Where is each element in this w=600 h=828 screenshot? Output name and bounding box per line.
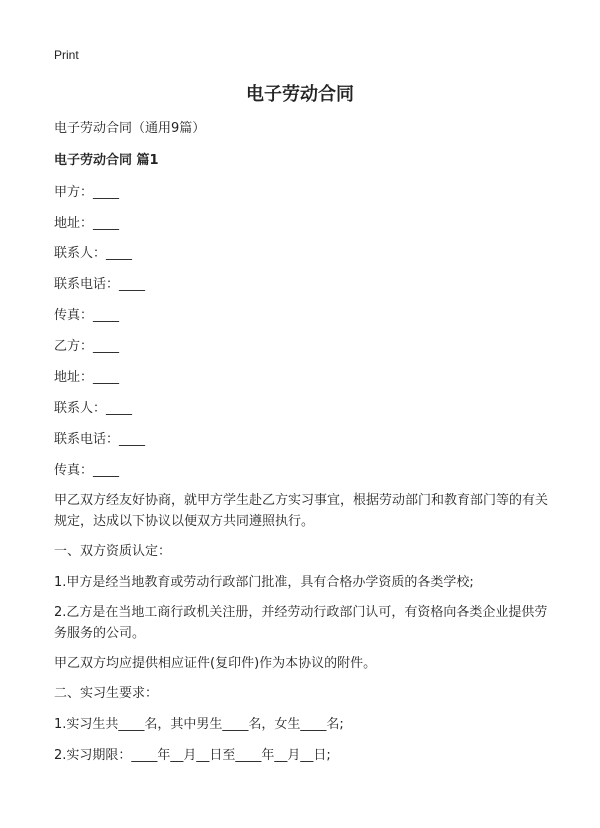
paragraph: 2.乙方是在当地工商行政机关注册，并经劳动行政部门认可，有资格向各类企业提供劳务服务的公司。: [54, 605, 548, 641]
party-field: 乙方：____: [54, 339, 120, 354]
party-field: 传真：____: [54, 308, 120, 323]
party-field: 联系电话：____: [54, 277, 146, 292]
paragraph: 二、实习生要求：: [54, 686, 159, 701]
paragraph: 一、双方资质认定：: [54, 544, 172, 559]
paragraph: 2.实习期限：____年__月__日至____年__月__日;: [54, 748, 331, 763]
party-field: 传真：____: [54, 463, 120, 478]
section-heading: 电子劳动合同 篇1: [54, 153, 159, 168]
party-field: 地址：____: [54, 216, 120, 231]
party-field: 联系人：____: [54, 246, 133, 261]
document-title: 电子劳动合同: [246, 84, 354, 105]
party-field: 地址：____: [54, 370, 120, 385]
paragraph: 甲乙双方均应提供相应证件(复印件)作为本协议的附件。: [54, 656, 377, 671]
paragraph: 1.实习生共____名，其中男生____名，女生____名;: [54, 717, 344, 732]
paragraph: 1.甲方是经当地教育或劳动行政部门批准，具有合格办学资质的各类学校;: [54, 575, 474, 590]
document-subtitle: 电子劳动合同（通用9篇）: [54, 121, 206, 136]
party-field: 联系电话：____: [54, 432, 146, 447]
party-field: 甲方：____: [54, 185, 120, 200]
print-link[interactable]: Print: [54, 48, 79, 62]
paragraph: 甲乙双方经友好协商，就甲方学生赴乙方实习事宜，根据劳动部门和教育部门等的有关规定，达成以下协议以便双方共同遵照执行。: [54, 493, 549, 529]
party-field: 联系人：____: [54, 401, 133, 416]
